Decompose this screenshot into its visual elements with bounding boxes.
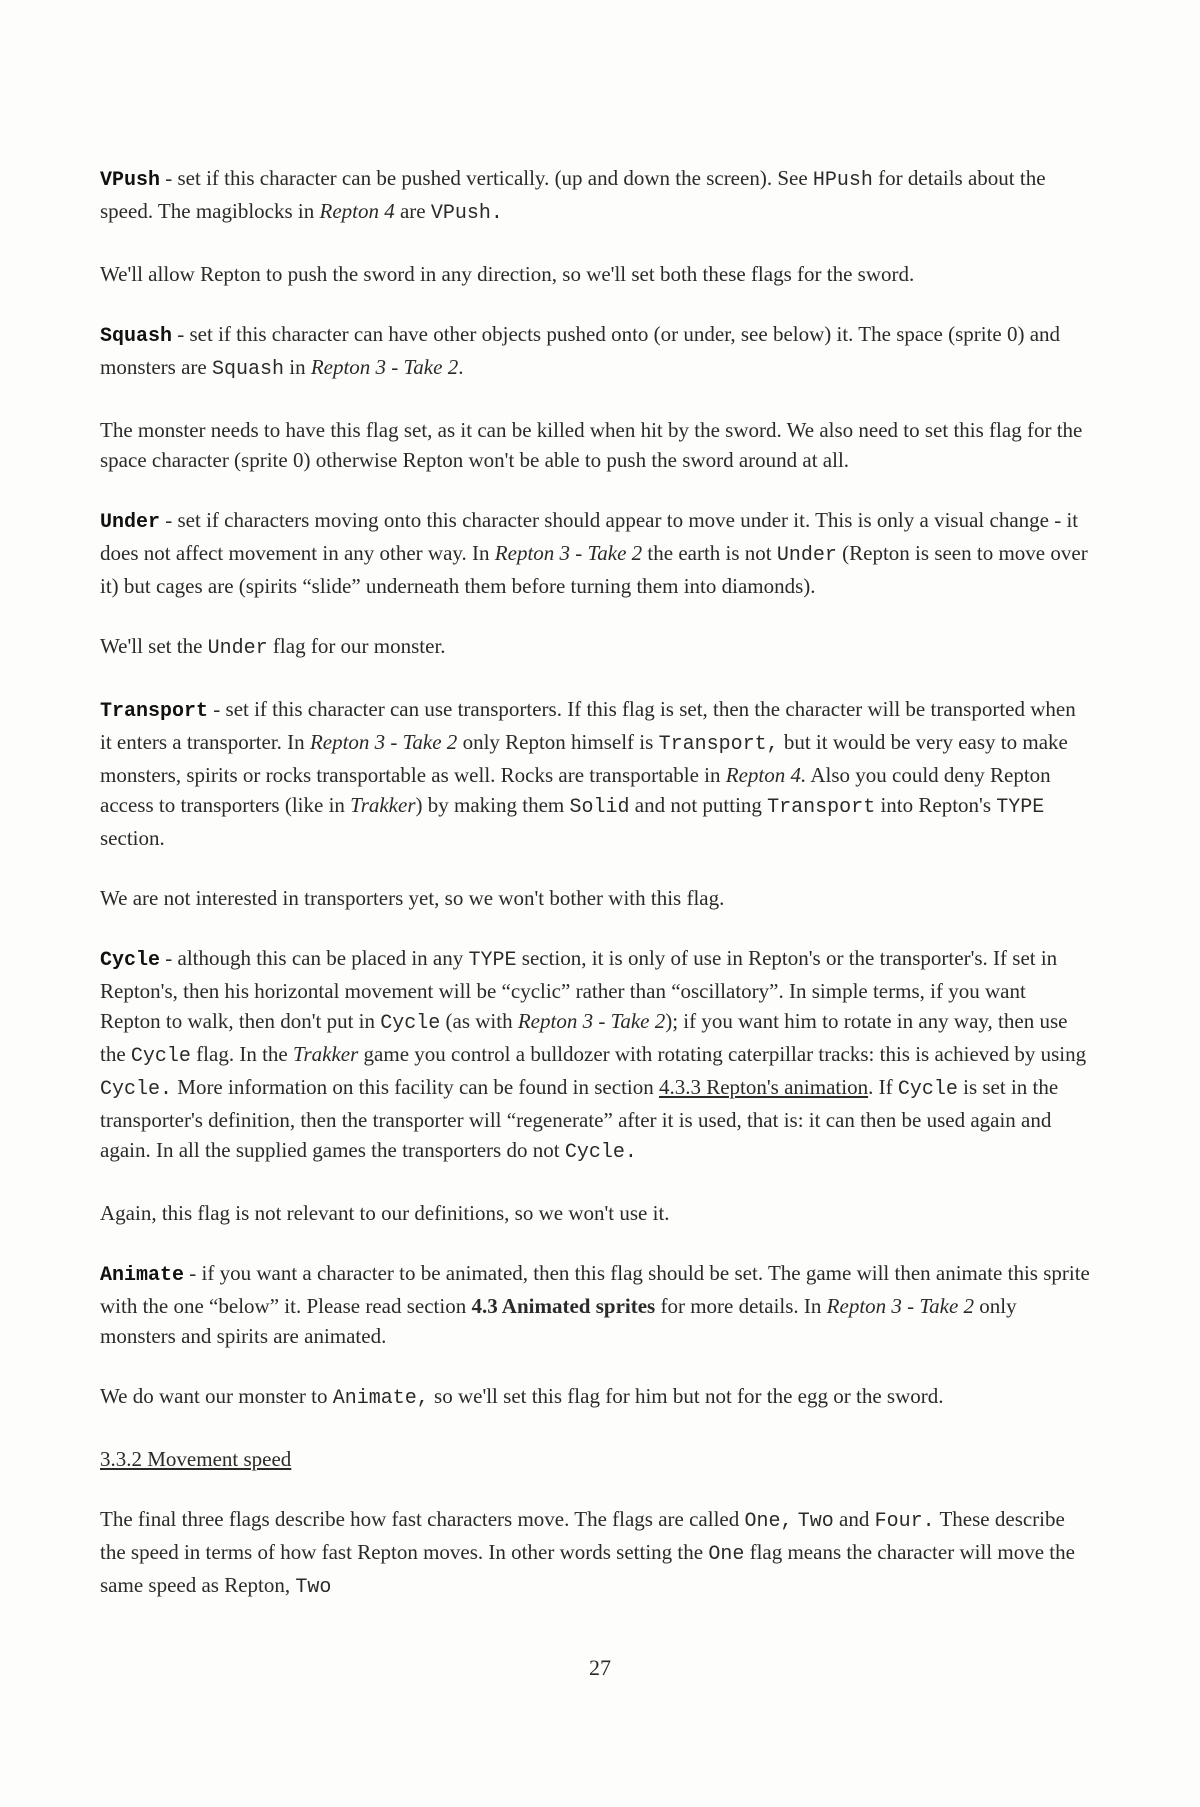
code-animate: Animate,	[332, 1387, 429, 1410]
text: We do want our monster to	[100, 1384, 333, 1408]
text: . If	[868, 1075, 898, 1099]
paragraph-no-transport	[100, 883, 1090, 913]
text: only monsters and spirits are animated.	[100, 1294, 1017, 1348]
code-squash: Squash	[211, 358, 284, 381]
code-one: One,	[744, 1510, 793, 1533]
text: ) by making them	[415, 793, 570, 817]
game-title: Repton 3 - Take 2	[309, 730, 458, 754]
term-under: Under	[100, 511, 161, 534]
term-transport: Transport	[100, 700, 209, 723]
page-content	[100, 163, 1090, 1633]
text: - if you want a character to be animated, then this flag should be set. The game will then animate this sprite with the one “below” it. Please read section	[100, 1261, 1090, 1318]
text: (Repton is seen to move over it) but cages are (spirits “slide” underneath them before turning them into diamonds).	[100, 541, 1088, 598]
game-title: Trakker	[292, 1042, 359, 1066]
game-title: Repton 4	[319, 199, 395, 223]
game-title: Repton 3 - Take 2	[517, 1009, 666, 1033]
paragraph-set-under	[100, 631, 1090, 664]
text: section.	[100, 826, 165, 850]
code-four: Four.	[874, 1510, 935, 1533]
text: - set if this character can have other objects pushed onto (or under, see below) it. The space (sprite 0) and monsters are	[100, 322, 1061, 379]
code-type: TYPE	[468, 949, 517, 972]
text: The monster needs to have this flag set, as it can be killed when hit by the sword. We also need to set this flag for the space character (sprite 0) otherwise Repton won't be able to push the sword around at all.	[100, 418, 1083, 472]
code-solid: Solid	[569, 796, 630, 819]
paragraph-movement-speed	[100, 1504, 1090, 1603]
text: for details about the speed. The magiblocks in	[100, 166, 1046, 223]
text: flag for our monster.	[267, 634, 446, 658]
game-title: Trakker	[350, 793, 416, 817]
text: section, it is only of use in Repton's or the transporter's. If set in Repton's, then his horizontal movement will be “cyclic” rather than “oscillatory”. In simple terms, if you want Repton to walk, then don't put in	[100, 946, 1058, 1033]
code-cycle: Cycle	[897, 1078, 958, 1101]
section-heading: 3.3.2 Movement speed	[100, 1447, 292, 1471]
page-number: 27	[589, 1655, 611, 1680]
text: in	[283, 355, 311, 379]
text: Again, this flag is not relevant to our definitions, so we won't use it.	[100, 1201, 670, 1225]
code-two: Two	[295, 1576, 332, 1599]
paragraph-transport	[100, 694, 1090, 853]
paragraph-monster-squash	[100, 415, 1090, 475]
text: for more details. In	[655, 1294, 827, 1318]
text: are	[394, 199, 431, 223]
text: flag means the character will move the same speed as Repton,	[100, 1540, 1075, 1597]
paragraph-monster-animate	[100, 1381, 1090, 1414]
code-transport: Transport,	[658, 733, 779, 756]
text: and	[833, 1507, 875, 1531]
text: (as with	[440, 1009, 518, 1033]
game-title: Repton 3 - Take 2	[310, 355, 459, 379]
text: Also you could deny Repton access to transporters (like in	[100, 763, 1051, 817]
paragraph-cycle	[100, 943, 1090, 1168]
text: We'll set the	[100, 634, 208, 658]
code-hpush: HPush	[812, 169, 873, 192]
term-squash: Squash	[100, 325, 173, 348]
text: We are not interested in transporters yet, so we won't bother with this flag.	[100, 886, 725, 910]
code-cycle: Cycle	[380, 1012, 441, 1035]
text: and not putting	[629, 793, 768, 817]
text: the earth is not	[642, 541, 777, 565]
paragraph-vpush	[100, 163, 1090, 229]
text: The final three flags describe how fast characters move. The flags are called	[100, 1507, 745, 1531]
paragraph-sword-push	[100, 259, 1090, 289]
code-one: One	[708, 1543, 745, 1566]
text: .	[458, 355, 464, 379]
code-under: Under	[207, 637, 268, 660]
code-type: TYPE	[996, 796, 1045, 819]
text: - although this can be placed in any	[160, 946, 469, 970]
text: - set if this character can use transporters. If this flag is set, then the character will be transported when it enters a transporter. In	[100, 697, 1076, 754]
text: - set if this character can be pushed vertically. (up and down the screen). See	[160, 166, 813, 190]
text: These describe the speed in terms of how fast Repton moves. In other words setting the	[100, 1507, 1065, 1564]
paragraph-squash	[100, 319, 1090, 385]
paragraph-no-cycle	[100, 1198, 1090, 1228]
term-vpush: VPush	[100, 169, 161, 192]
text: so we'll set this flag for him but not for the egg or the sword.	[428, 1384, 944, 1408]
code-two: Two	[797, 1510, 834, 1533]
code-cycle: Cycle.	[564, 1141, 637, 1164]
code-cycle: Cycle	[130, 1045, 191, 1068]
text: is set in the transporter's definition, then the transporter will “regenerate” after it is used, that is: it can then be used again and again. In all the supplied games the transporters do not	[100, 1075, 1059, 1162]
text: flag. In the	[190, 1042, 293, 1066]
text: More information on this facility can be found in section	[172, 1075, 659, 1099]
game-title: Repton 4.	[725, 763, 807, 787]
game-title: Repton 3 - Take 2	[494, 541, 643, 565]
text: - set if characters moving onto this character should appear to move under it. This is only a visual change - it does not affect movement in any other way. In	[100, 508, 1079, 565]
text: but it would be very easy to make monsters, spirits or rocks transportable as well. Rocks are transportable in	[100, 730, 1068, 787]
text: only Repton himself is	[457, 730, 659, 754]
code-cycle: Cycle.	[100, 1078, 173, 1101]
section-reference: 4.3 Animated sprites	[471, 1294, 656, 1318]
text: We'll allow Repton to push the sword in any direction, so we'll set both these flags for the sword.	[100, 262, 915, 286]
paragraph-animate	[100, 1258, 1090, 1351]
game-title: Repton 3 - Take 2	[826, 1294, 975, 1318]
paragraph-under	[100, 505, 1090, 601]
text: game you control a bulldozer with rotating caterpillar tracks: this is achieved by using	[358, 1042, 1087, 1066]
code-under: Under	[776, 544, 837, 567]
section-reference: 4.3.3 Repton's animation	[658, 1075, 869, 1099]
term-animate: Animate	[100, 1264, 185, 1287]
code-vpush: VPush.	[430, 202, 503, 225]
term-cycle: Cycle	[100, 949, 161, 972]
text: ); if you want him to rotate in any way, then use the	[100, 1009, 1068, 1066]
text: into Repton's	[875, 793, 997, 817]
code-transport: Transport	[767, 796, 876, 819]
